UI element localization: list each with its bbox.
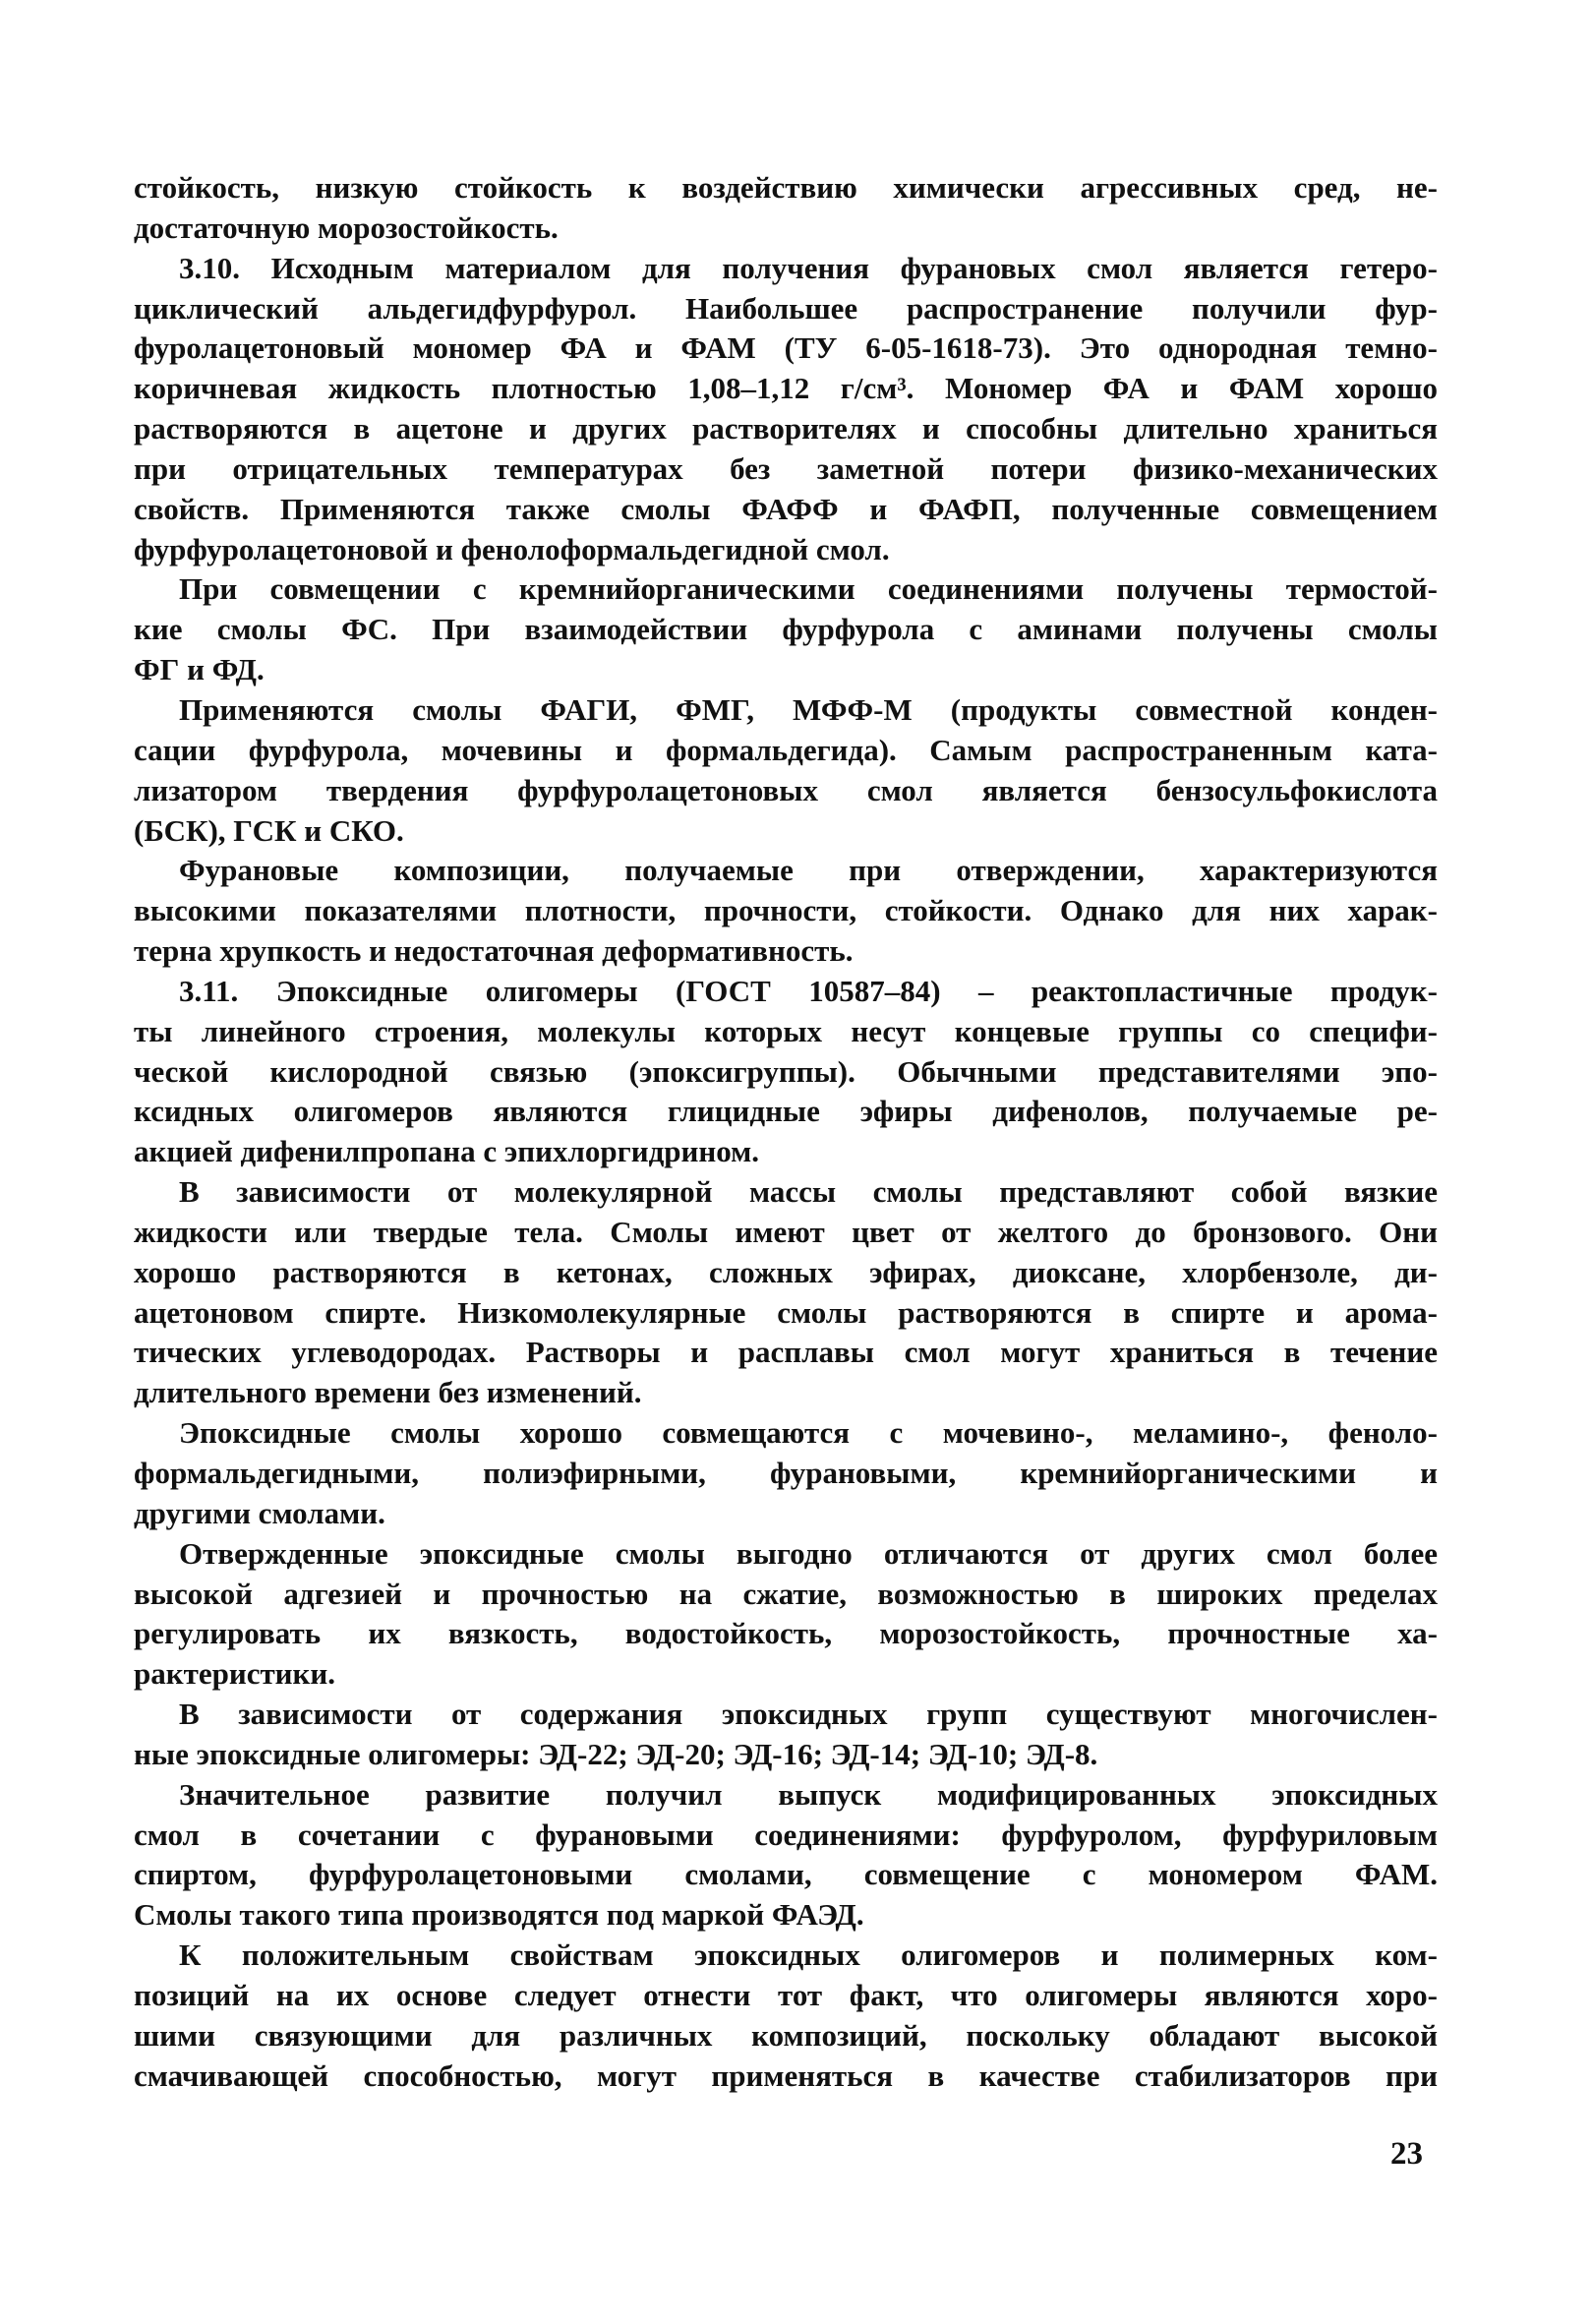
- paragraph: [134, 1936, 1438, 2096]
- text-line: К положительным свойствам эпоксидных олигомеров и полимерных ком-: [179, 1937, 1438, 1973]
- text-line: ФГ и ФД.: [134, 652, 265, 687]
- text-line: фурфуролацетоновой и фенолоформальдегидной смол.: [134, 531, 890, 566]
- text-line: фуролацетоновый мономер ФА и ФАМ (ТУ 6-05-1618-73). Это однородная темно-: [134, 330, 1438, 366]
- text-line: терна хрупкость и недостаточная деформативность.: [134, 933, 854, 969]
- paragraph: [134, 249, 1438, 570]
- text-line: смол в сочетании с фурановыми соединениями: фурфуролом, фурфуриловым: [134, 1817, 1438, 1852]
- paragraph: [134, 1695, 1438, 1775]
- paragraph: [134, 168, 1438, 249]
- paragraph: [134, 690, 1438, 851]
- text-line: 3.11. Эпоксидные олигомеры (ГОСТ 10587–84) – реактопластичные продук-: [179, 973, 1438, 1008]
- text-line: коричневая жидкость плотностью 1,08–1,12 г/см³. Мономер ФА и ФАМ хорошо: [134, 371, 1438, 406]
- text-line: смачивающей способностью, могут применяться в качестве стабилизаторов при: [134, 2057, 1438, 2093]
- text-line: регулировать их вязкость, водостойкость, морозостойкость, прочностные ха-: [134, 1616, 1438, 1651]
- text-line: В зависимости от молекулярной массы смолы представляют собой вязкие: [179, 1174, 1438, 1210]
- text-line: жидкости или твердые тела. Смолы имеют цвет от желтого до бронзового. Они: [134, 1214, 1438, 1249]
- text-line: Отвержденные эпоксидные смолы выгодно отличаются от других смол более: [179, 1535, 1438, 1571]
- page-body-text: [134, 168, 1438, 2097]
- text-line: ксидных олигомеров являются глицидные эфиры дифенолов, получаемые ре-: [134, 1094, 1438, 1129]
- text-line: высокой адгезией и прочностью на сжатие, возможностью в широких пределах: [134, 1576, 1438, 1611]
- text-line: высокими показателями плотности, прочности, стойкости. Однако для них харак-: [134, 893, 1438, 928]
- text-line: Эпоксидные смолы хорошо совмещаются с мочевино-, меламино-, феноло-: [179, 1415, 1438, 1451]
- text-line: циклический альдегидфурфурол. Наибольшее распространение получили фур-: [134, 290, 1438, 326]
- text-line: При совмещении с кремнийорганическими соединениями получены термостой-: [179, 571, 1438, 607]
- text-line: В зависимости от содержания эпоксидных групп существуют многочислен-: [179, 1697, 1438, 1732]
- paragraph: [134, 1534, 1438, 1695]
- text-line: рактеристики.: [134, 1656, 336, 1692]
- text-line: ты линейного строения, молекулы которых несут концевые группы со специфи-: [134, 1013, 1438, 1048]
- text-line: спиртом, фурфуролацетоновыми смолами, совмещение с мономером ФАМ.: [134, 1857, 1438, 1892]
- text-line: 3.10. Исходным материалом для получения фурановых смол является гетеро-: [179, 250, 1438, 285]
- text-line: сации фурфурола, мочевины и формальдегида). Самым распространенным ката-: [134, 732, 1438, 767]
- text-line: шими связующими для различных композиций, поскольку обладают высокой: [134, 2017, 1438, 2053]
- paragraph: [134, 1413, 1438, 1534]
- paragraph: [134, 1775, 1438, 1936]
- paragraph: [134, 972, 1438, 1172]
- text-line: кие смолы ФС. При взаимодействии фурфурола с аминами получены смолы: [134, 612, 1438, 647]
- text-line: тических углеводородах. Растворы и расплавы смол могут храниться в течение: [134, 1335, 1438, 1370]
- text-line: ческой кислородной связью (эпоксигруппы). Обычными представителями эпо-: [134, 1053, 1438, 1089]
- text-line: растворяются в ацетоне и других растворителях и способны длительно храниться: [134, 411, 1438, 447]
- text-line: позиций на их основе следует отнести тот факт, что олигомеры являются хоро-: [134, 1977, 1438, 2012]
- paragraph: [134, 1172, 1438, 1413]
- text-line: длительного времени без изменений.: [134, 1375, 642, 1410]
- text-line: хорошо растворяются в кетонах, сложных эфирах, диоксане, хлорбензоле, ди-: [134, 1254, 1438, 1289]
- text-line: Фурановые композиции, получаемые при отверждении, характеризуются: [179, 853, 1438, 888]
- text-line: при отрицательных температурах без заметной потери физико-механических: [134, 450, 1438, 486]
- text-line: акцией дифенилпропана с эпихлоргидрином.: [134, 1134, 760, 1169]
- paragraph: [134, 569, 1438, 690]
- paragraph: [134, 851, 1438, 972]
- text-line: достаточную морозостойкость.: [134, 209, 559, 245]
- text-line: ные эпоксидные олигомеры: ЭД-22; ЭД-20; ЭД-16; ЭД-14; ЭД-10; ЭД-8.: [134, 1736, 1098, 1771]
- text-line: другими смолами.: [134, 1495, 385, 1530]
- text-line: свойств. Применяются также смолы ФАФФ и ФАФП, полученные совмещением: [134, 491, 1438, 526]
- text-line: Смолы такого типа производятся под маркой ФАЭД.: [134, 1897, 864, 1933]
- text-line: лизатором твердения фурфуролацетоновых смол является бензосульфокислота: [134, 772, 1438, 807]
- page-number: 23: [1390, 2136, 1423, 2172]
- text-line: Значительное развитие получил выпуск модифицированных эпоксидных: [179, 1776, 1438, 1812]
- text-line: ацетоновом спирте. Низкомолекулярные смолы растворяются в спирте и арома-: [134, 1294, 1438, 1330]
- text-line: формальдегидными, полиэфирными, фурановыми, кремнийорганическими и: [134, 1456, 1438, 1490]
- text-line: Применяются смолы ФАГИ, ФМГ, МФФ-М (продукты совместной конден-: [179, 691, 1438, 727]
- text-line: (БСК), ГСК и СКО.: [134, 812, 404, 848]
- text-line: стойкость, низкую стойкость к воздействию химически агрессивных сред, не-: [134, 170, 1438, 205]
